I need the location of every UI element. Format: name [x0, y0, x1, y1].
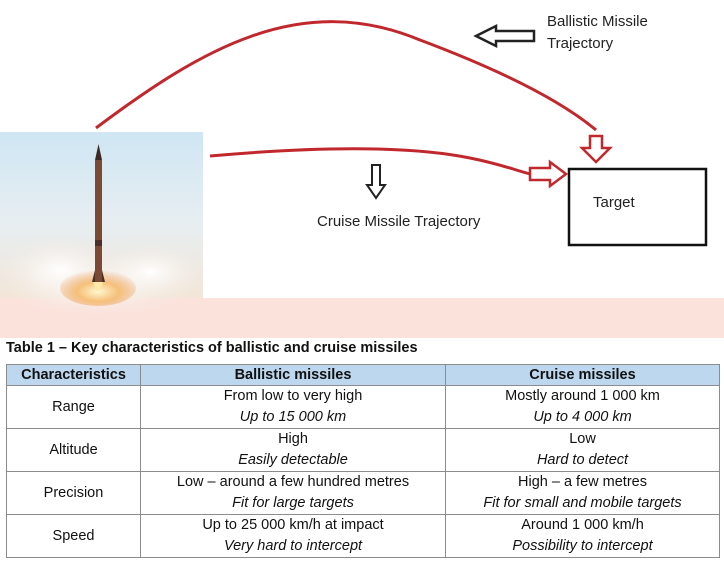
cruise-label-arrow-icon [367, 165, 385, 198]
target-label: Target [593, 194, 635, 211]
cell-note: Fit for large targets [232, 495, 354, 511]
cruise-cell [446, 386, 720, 429]
header-characteristics: Characteristics [7, 365, 141, 386]
cell-value: Around 1 000 km/h [521, 517, 644, 533]
cell-value: High – a few metres [518, 474, 647, 490]
cell-note: Up to 4 000 km [533, 409, 632, 425]
cruise-trajectory-line [210, 149, 530, 174]
table-row [7, 429, 720, 472]
cruise-cell [446, 472, 720, 515]
table-row [7, 472, 720, 515]
cruise-cell [446, 515, 720, 558]
ballistic-cell [141, 429, 446, 472]
row-label: Precision [7, 472, 141, 515]
table-row [7, 515, 720, 558]
table-header-row [7, 365, 720, 386]
header-ballistic: Ballistic missiles [141, 365, 446, 386]
cell-value: From low to very high [223, 388, 363, 404]
cell-note: Fit for small and mobile targets [483, 495, 682, 511]
cell-note: Easily detectable [238, 452, 348, 468]
cruise-trajectory-label: Cruise Missile Trajectory [317, 213, 481, 230]
cell-value: Up to 25 000 km/h at impact [202, 517, 384, 533]
header-cruise: Cruise missiles [446, 365, 720, 386]
ballistic-cell [141, 386, 446, 429]
missile-characteristics-table [6, 364, 720, 558]
cell-value: Mostly around 1 000 km [505, 388, 660, 404]
cell-value: High [278, 431, 308, 447]
table-title: Table 1 – Key characteristics of ballistic and cruise missiles [6, 340, 418, 356]
cruise-cell [446, 429, 720, 472]
row-label: Altitude [7, 429, 141, 472]
cell-value: Low [569, 431, 596, 447]
ballistic-label-line1: Ballistic Missile [547, 13, 648, 30]
cell-value: Low – around a few hundred metres [176, 474, 410, 490]
ballistic-cell [141, 472, 446, 515]
cruise-impact-arrow-icon [530, 162, 566, 186]
cell-note: Hard to detect [536, 452, 629, 468]
ballistic-cell [141, 515, 446, 558]
row-label: Speed [7, 515, 141, 558]
ballistic-label-line2: Trajectory [547, 35, 614, 52]
ballistic-impact-arrow-icon [582, 136, 610, 162]
ballistic-label-arrow-icon [476, 26, 534, 46]
row-label: Range [7, 386, 141, 429]
table-row [7, 386, 720, 429]
missile-launch-image [0, 132, 205, 315]
cell-note: Very hard to intercept [223, 538, 363, 554]
cell-note: Possibility to intercept [512, 538, 653, 554]
target-box [569, 169, 706, 245]
cell-note: Up to 15 000 km [239, 409, 347, 425]
ballistic-trajectory-label [547, 11, 648, 55]
